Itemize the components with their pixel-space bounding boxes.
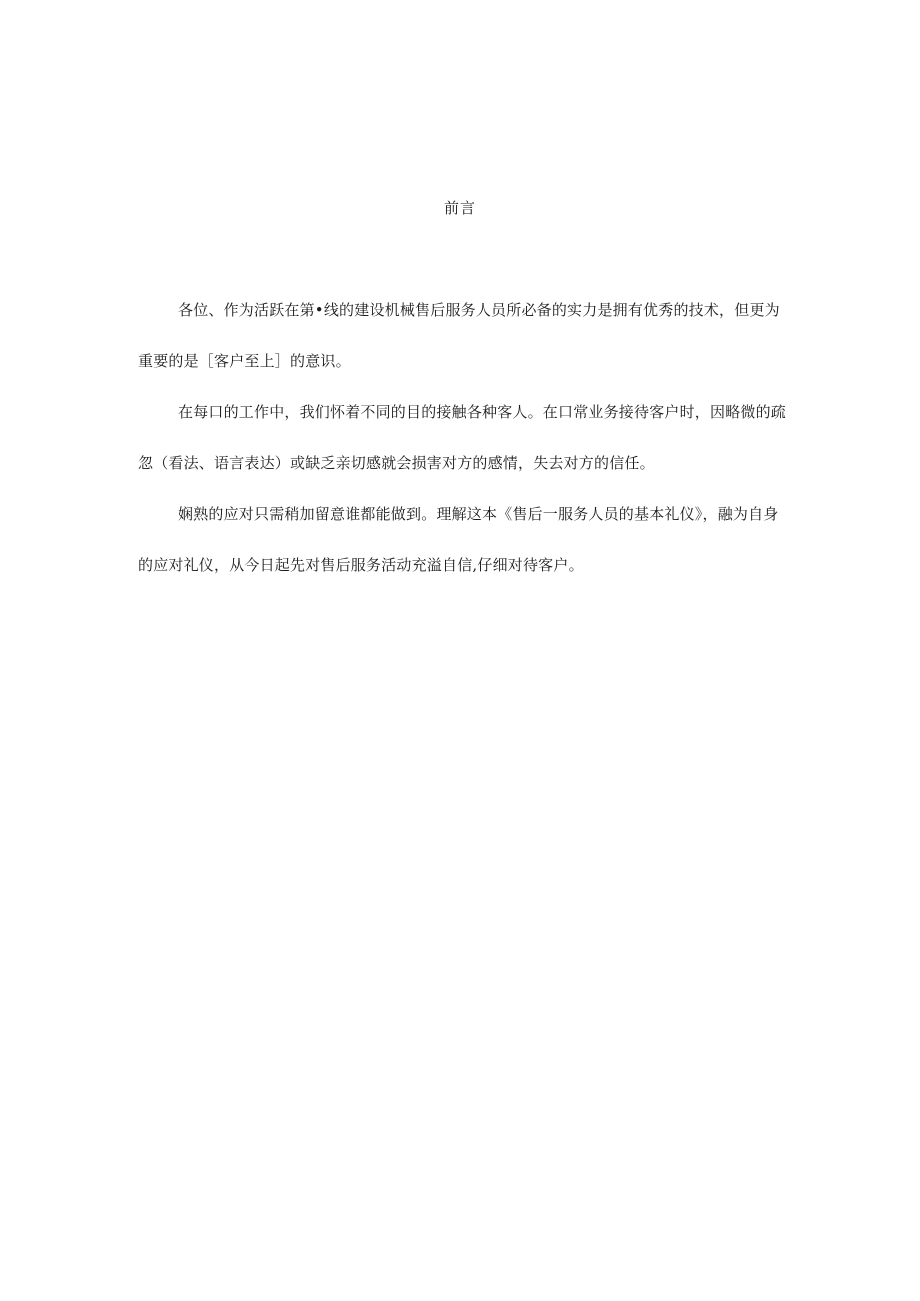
- paragraph-1: 各位、作为活跃在第•线的建设机械售后服务人员所必备的实力是拥有优秀的技术，但更为重要的是［客户至上］的意识。: [138, 301, 780, 370]
- paragraph-3: 娴熟的应对只需稍加留意谁都能做到。理解这本《售后一服务人员的基本礼仪》，融为自身的应对礼仪，从今日起先对售后服务活动充溢自信,仔细对待客户。: [138, 505, 779, 574]
- paragraph-2: 在每口的工作中，我们怀着不同的目的接触各种客人。在口常业务接待客户时，因略微的疏忽（看法、语言表达）或缺乏亲切感就会损害对方的感情，失去对方的信任。: [138, 403, 787, 472]
- document-title: 前言: [443, 199, 476, 217]
